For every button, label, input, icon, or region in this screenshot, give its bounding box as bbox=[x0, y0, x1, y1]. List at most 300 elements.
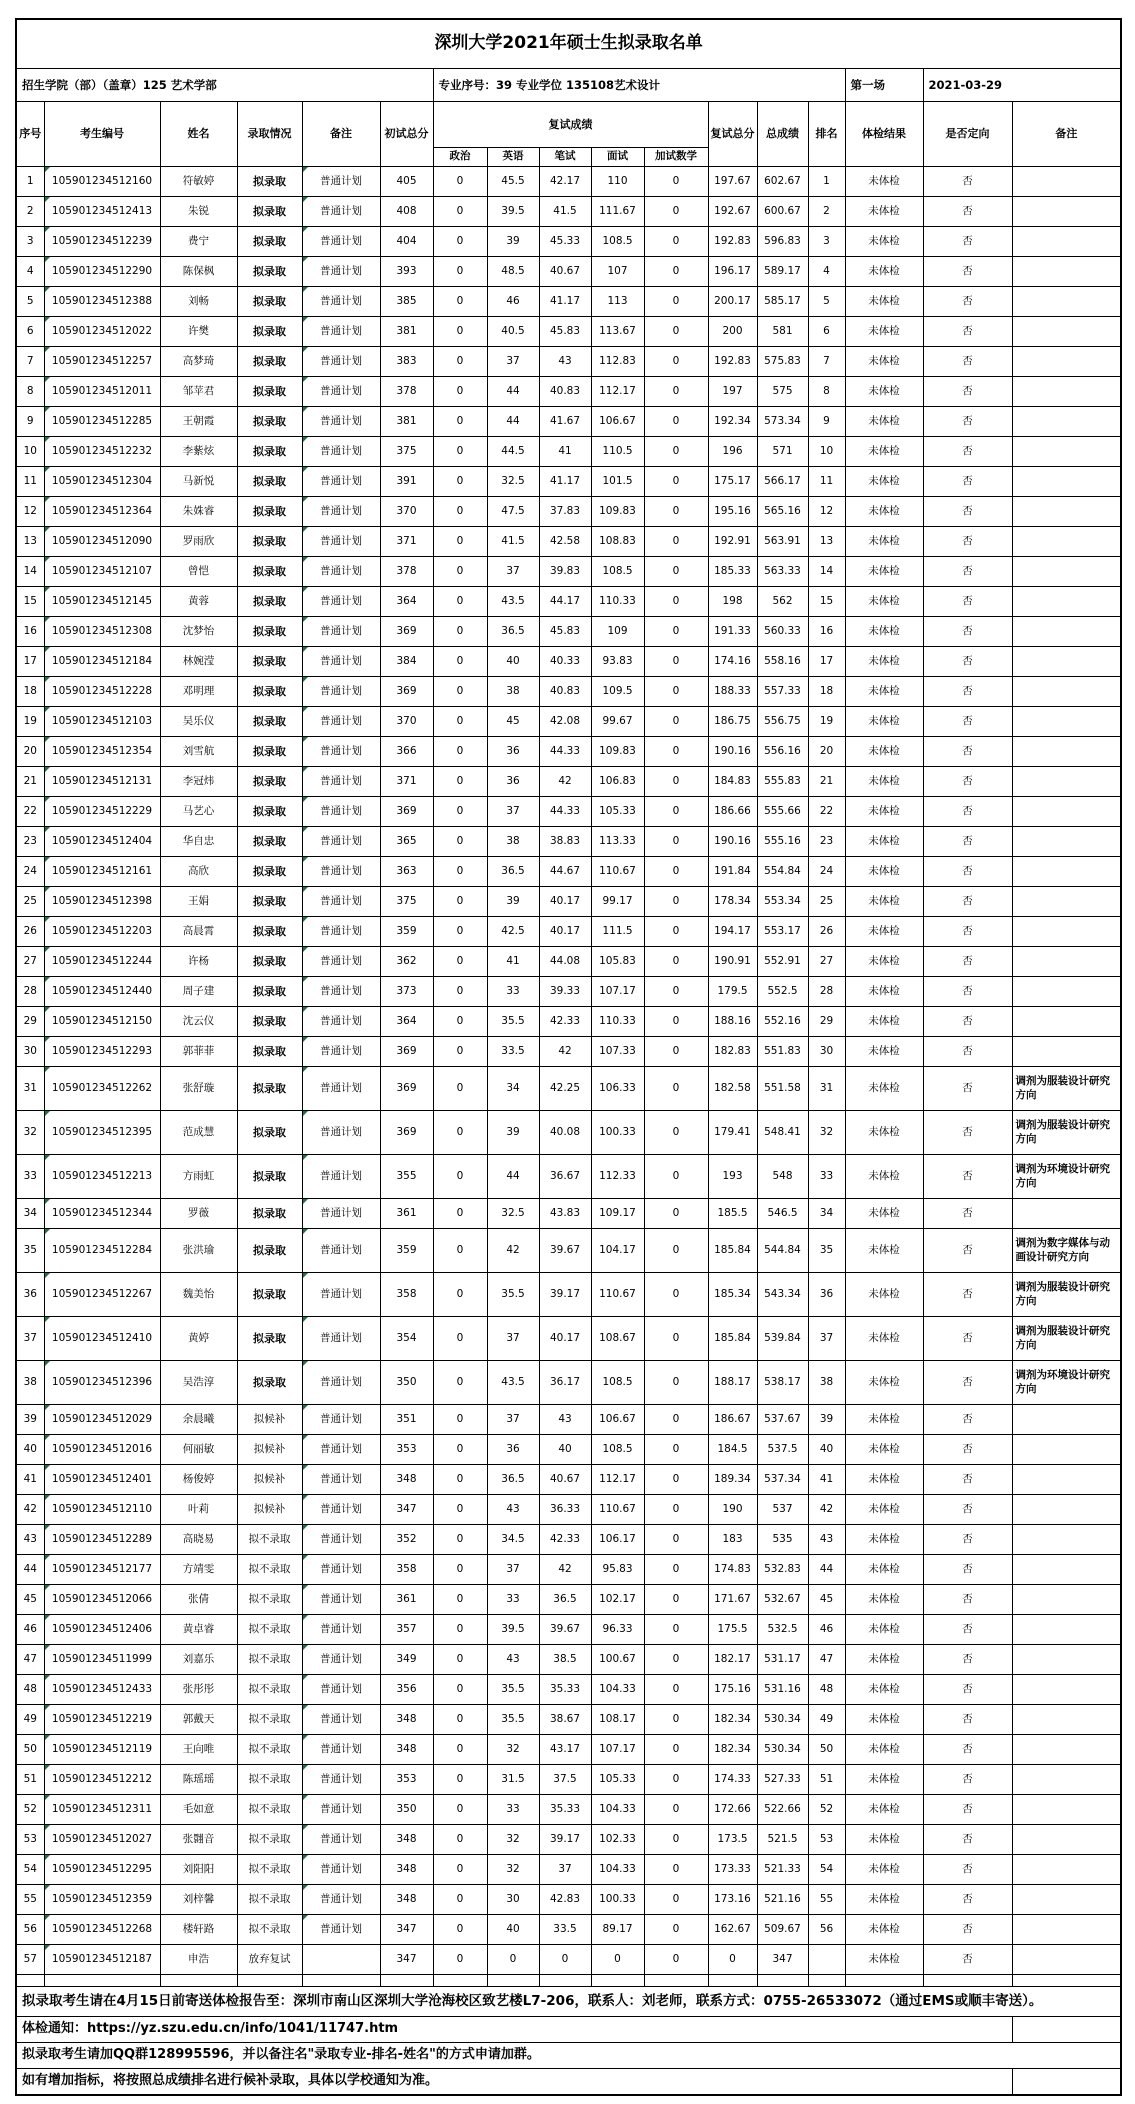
cell-written[interactable]: 42.33 bbox=[539, 1525, 591, 1555]
cell-directed[interactable]: 否 bbox=[923, 1229, 1012, 1273]
cell-candidate-id[interactable]: 105901234512150 bbox=[44, 1007, 160, 1037]
cell-retest-total[interactable]: 185.5 bbox=[708, 1199, 757, 1229]
cell-total-score[interactable]: 585.17 bbox=[757, 287, 808, 317]
cell-rank[interactable]: 51 bbox=[808, 1765, 845, 1795]
cell-plan[interactable]: 普通计划 bbox=[302, 407, 380, 437]
cell-directed[interactable]: 否 bbox=[923, 1945, 1012, 1975]
cell-rank[interactable] bbox=[808, 1945, 845, 1975]
cell-directed[interactable]: 否 bbox=[923, 1735, 1012, 1765]
cell-politics[interactable]: 0 bbox=[433, 647, 487, 677]
cell-plan[interactable]: 普通计划 bbox=[302, 647, 380, 677]
cell-status[interactable]: 拟录取 bbox=[237, 1317, 302, 1361]
cell-politics[interactable]: 0 bbox=[433, 917, 487, 947]
cell-politics[interactable]: 0 bbox=[433, 1525, 487, 1555]
cell-remark[interactable] bbox=[1012, 1465, 1121, 1495]
cell-total-score[interactable]: 527.33 bbox=[757, 1765, 808, 1795]
cell-initial-total[interactable]: 356 bbox=[380, 1675, 433, 1705]
cell-english[interactable]: 32.5 bbox=[487, 467, 539, 497]
cell-remark[interactable] bbox=[1012, 1915, 1121, 1945]
cell-total-score[interactable]: 555.66 bbox=[757, 797, 808, 827]
cell-remark[interactable] bbox=[1012, 1675, 1121, 1705]
cell-name[interactable]: 罗薇 bbox=[160, 1199, 237, 1229]
cell-politics[interactable]: 0 bbox=[433, 1273, 487, 1317]
cell-candidate-id[interactable]: 105901234512289 bbox=[44, 1525, 160, 1555]
cell-written[interactable]: 40.83 bbox=[539, 377, 591, 407]
cell-interview[interactable]: 108.83 bbox=[591, 527, 644, 557]
cell-initial-total[interactable]: 348 bbox=[380, 1735, 433, 1765]
cell-politics[interactable]: 0 bbox=[433, 1825, 487, 1855]
cell-politics[interactable]: 0 bbox=[433, 227, 487, 257]
cell-written[interactable]: 38.83 bbox=[539, 827, 591, 857]
cell-candidate-id[interactable]: 105901234512344 bbox=[44, 1199, 160, 1229]
cell-candidate-id[interactable]: 105901234512161 bbox=[44, 857, 160, 887]
cell-written[interactable]: 37.5 bbox=[539, 1765, 591, 1795]
cell-interview[interactable]: 110.67 bbox=[591, 1273, 644, 1317]
cell-no[interactable]: 8 bbox=[16, 377, 44, 407]
cell-total-score[interactable]: 531.17 bbox=[757, 1645, 808, 1675]
cell-interview[interactable]: 104.17 bbox=[591, 1229, 644, 1273]
cell-physical-result[interactable]: 未体检 bbox=[845, 947, 923, 977]
cell-extra-math[interactable]: 0 bbox=[644, 707, 708, 737]
cell-status[interactable]: 拟录取 bbox=[237, 767, 302, 797]
cell-extra-math[interactable]: 0 bbox=[644, 317, 708, 347]
cell-remark[interactable] bbox=[1012, 1007, 1121, 1037]
cell-no[interactable]: 12 bbox=[16, 497, 44, 527]
cell-physical-result[interactable]: 未体检 bbox=[845, 1525, 923, 1555]
cell-extra-math[interactable]: 0 bbox=[644, 197, 708, 227]
cell-total-score[interactable]: 560.33 bbox=[757, 617, 808, 647]
cell-interview[interactable]: 110.33 bbox=[591, 587, 644, 617]
cell-name[interactable]: 刘梓馨 bbox=[160, 1885, 237, 1915]
cell-rank[interactable]: 44 bbox=[808, 1555, 845, 1585]
cell-retest-total[interactable]: 175.16 bbox=[708, 1675, 757, 1705]
cell-plan[interactable]: 普通计划 bbox=[302, 1361, 380, 1405]
cell-candidate-id[interactable]: 105901234512103 bbox=[44, 707, 160, 737]
cell-physical-result[interactable]: 未体检 bbox=[845, 1495, 923, 1525]
cell-plan[interactable]: 普通计划 bbox=[302, 677, 380, 707]
cell-no[interactable]: 9 bbox=[16, 407, 44, 437]
cell-total-score[interactable]: 555.16 bbox=[757, 827, 808, 857]
cell-plan[interactable]: 普通计划 bbox=[302, 1229, 380, 1273]
cell-plan[interactable]: 普通计划 bbox=[302, 527, 380, 557]
cell-physical-result[interactable]: 未体检 bbox=[845, 1615, 923, 1645]
cell-candidate-id[interactable]: 105901234512364 bbox=[44, 497, 160, 527]
cell-no[interactable]: 50 bbox=[16, 1735, 44, 1765]
cell-initial-total[interactable]: 385 bbox=[380, 287, 433, 317]
cell-interview[interactable]: 108.67 bbox=[591, 1317, 644, 1361]
cell-plan[interactable]: 普通计划 bbox=[302, 497, 380, 527]
cell-initial-total[interactable]: 348 bbox=[380, 1855, 433, 1885]
cell-extra-math[interactable]: 0 bbox=[644, 737, 708, 767]
cell-written[interactable]: 43.83 bbox=[539, 1199, 591, 1229]
cell-remark[interactable] bbox=[1012, 1199, 1121, 1229]
cell-directed[interactable]: 否 bbox=[923, 1825, 1012, 1855]
cell-name[interactable]: 朱锐 bbox=[160, 197, 237, 227]
cell-initial-total[interactable]: 358 bbox=[380, 1273, 433, 1317]
cell-politics[interactable]: 0 bbox=[433, 827, 487, 857]
cell-politics[interactable]: 0 bbox=[433, 677, 487, 707]
cell-status[interactable]: 拟候补 bbox=[237, 1435, 302, 1465]
cell-interview[interactable]: 109 bbox=[591, 617, 644, 647]
cell-name[interactable]: 高晨霄 bbox=[160, 917, 237, 947]
cell-physical-result[interactable]: 未体检 bbox=[845, 197, 923, 227]
cell-retest-total[interactable]: 193 bbox=[708, 1155, 757, 1199]
cell-rank[interactable]: 37 bbox=[808, 1317, 845, 1361]
cell-name[interactable]: 沈云仪 bbox=[160, 1007, 237, 1037]
cell-candidate-id[interactable]: 105901234512388 bbox=[44, 287, 160, 317]
cell-candidate-id[interactable]: 105901234512433 bbox=[44, 1675, 160, 1705]
cell-no[interactable]: 51 bbox=[16, 1765, 44, 1795]
cell-written[interactable]: 39.67 bbox=[539, 1229, 591, 1273]
cell-status[interactable]: 拟不录取 bbox=[237, 1795, 302, 1825]
empty-cell[interactable] bbox=[433, 1975, 487, 1987]
cell-directed[interactable]: 否 bbox=[923, 617, 1012, 647]
cell-directed[interactable]: 否 bbox=[923, 1615, 1012, 1645]
cell-directed[interactable]: 否 bbox=[923, 1317, 1012, 1361]
cell-no[interactable]: 41 bbox=[16, 1465, 44, 1495]
cell-total-score[interactable]: 522.66 bbox=[757, 1795, 808, 1825]
cell-retest-total[interactable]: 174.83 bbox=[708, 1555, 757, 1585]
cell-initial-total[interactable]: 355 bbox=[380, 1155, 433, 1199]
cell-total-score[interactable]: 562 bbox=[757, 587, 808, 617]
cell-physical-result[interactable]: 未体检 bbox=[845, 977, 923, 1007]
cell-written[interactable]: 44.08 bbox=[539, 947, 591, 977]
cell-interview[interactable]: 107.17 bbox=[591, 1735, 644, 1765]
cell-retest-total[interactable]: 191.84 bbox=[708, 857, 757, 887]
cell-name[interactable]: 刘嘉乐 bbox=[160, 1645, 237, 1675]
cell-candidate-id[interactable]: 105901234512011 bbox=[44, 377, 160, 407]
cell-candidate-id[interactable]: 105901234512354 bbox=[44, 737, 160, 767]
cell-no[interactable]: 19 bbox=[16, 707, 44, 737]
cell-extra-math[interactable]: 0 bbox=[644, 1825, 708, 1855]
cell-rank[interactable]: 17 bbox=[808, 647, 845, 677]
cell-rank[interactable]: 10 bbox=[808, 437, 845, 467]
cell-name[interactable]: 杨俊婷 bbox=[160, 1465, 237, 1495]
cell-remark[interactable] bbox=[1012, 617, 1121, 647]
cell-directed[interactable]: 否 bbox=[923, 1885, 1012, 1915]
cell-physical-result[interactable]: 未体检 bbox=[845, 707, 923, 737]
cell-physical-result[interactable]: 未体检 bbox=[845, 1765, 923, 1795]
cell-physical-result[interactable]: 未体检 bbox=[845, 1229, 923, 1273]
cell-english[interactable]: 32 bbox=[487, 1735, 539, 1765]
cell-no[interactable]: 6 bbox=[16, 317, 44, 347]
cell-english[interactable]: 35.5 bbox=[487, 1273, 539, 1317]
cell-total-score[interactable]: 602.67 bbox=[757, 167, 808, 197]
cell-directed[interactable]: 否 bbox=[923, 1405, 1012, 1435]
cell-remark[interactable] bbox=[1012, 827, 1121, 857]
cell-total-score[interactable]: 556.75 bbox=[757, 707, 808, 737]
cell-english[interactable]: 43 bbox=[487, 1645, 539, 1675]
cell-directed[interactable]: 否 bbox=[923, 1273, 1012, 1317]
cell-initial-total[interactable]: 378 bbox=[380, 377, 433, 407]
cell-status[interactable]: 拟录取 bbox=[237, 557, 302, 587]
cell-politics[interactable]: 0 bbox=[433, 767, 487, 797]
cell-total-score[interactable]: 537 bbox=[757, 1495, 808, 1525]
cell-politics[interactable]: 0 bbox=[433, 1361, 487, 1405]
cell-retest-total[interactable]: 188.17 bbox=[708, 1361, 757, 1405]
cell-extra-math[interactable]: 0 bbox=[644, 167, 708, 197]
cell-directed[interactable]: 否 bbox=[923, 797, 1012, 827]
cell-initial-total[interactable]: 366 bbox=[380, 737, 433, 767]
cell-status[interactable]: 拟不录取 bbox=[237, 1705, 302, 1735]
cell-name[interactable]: 许樊 bbox=[160, 317, 237, 347]
cell-total-score[interactable]: 553.34 bbox=[757, 887, 808, 917]
empty-cell[interactable] bbox=[808, 1975, 845, 1987]
cell-interview[interactable]: 110.67 bbox=[591, 857, 644, 887]
cell-politics[interactable]: 0 bbox=[433, 527, 487, 557]
cell-no[interactable]: 24 bbox=[16, 857, 44, 887]
cell-name[interactable]: 符敏婷 bbox=[160, 167, 237, 197]
cell-written[interactable]: 42.25 bbox=[539, 1067, 591, 1111]
cell-politics[interactable]: 0 bbox=[433, 707, 487, 737]
cell-interview[interactable]: 95.83 bbox=[591, 1555, 644, 1585]
cell-extra-math[interactable]: 0 bbox=[644, 347, 708, 377]
cell-extra-math[interactable]: 0 bbox=[644, 617, 708, 647]
cell-name[interactable]: 高欣 bbox=[160, 857, 237, 887]
cell-english[interactable]: 32 bbox=[487, 1855, 539, 1885]
cell-initial-total[interactable]: 370 bbox=[380, 497, 433, 527]
cell-written[interactable]: 41.67 bbox=[539, 407, 591, 437]
cell-physical-result[interactable]: 未体检 bbox=[845, 587, 923, 617]
cell-remark[interactable] bbox=[1012, 1525, 1121, 1555]
cell-remark[interactable] bbox=[1012, 1765, 1121, 1795]
cell-politics[interactable]: 0 bbox=[433, 197, 487, 227]
cell-plan[interactable]: 普通计划 bbox=[302, 617, 380, 647]
cell-rank[interactable]: 54 bbox=[808, 1855, 845, 1885]
cell-total-score[interactable]: 548.41 bbox=[757, 1111, 808, 1155]
cell-initial-total[interactable]: 371 bbox=[380, 527, 433, 557]
cell-name[interactable]: 张舒璇 bbox=[160, 1067, 237, 1111]
cell-directed[interactable]: 否 bbox=[923, 647, 1012, 677]
cell-extra-math[interactable]: 0 bbox=[644, 1465, 708, 1495]
cell-no[interactable]: 22 bbox=[16, 797, 44, 827]
cell-politics[interactable]: 0 bbox=[433, 1765, 487, 1795]
cell-written[interactable]: 45.33 bbox=[539, 227, 591, 257]
cell-remark[interactable]: 调剂为服装设计研究方向 bbox=[1012, 1273, 1121, 1317]
cell-physical-result[interactable]: 未体检 bbox=[845, 497, 923, 527]
cell-physical-result[interactable]: 未体检 bbox=[845, 377, 923, 407]
cell-directed[interactable]: 否 bbox=[923, 767, 1012, 797]
cell-written[interactable]: 42 bbox=[539, 1555, 591, 1585]
cell-written[interactable]: 41.5 bbox=[539, 197, 591, 227]
cell-physical-result[interactable]: 未体检 bbox=[845, 167, 923, 197]
cell-name[interactable]: 高晓易 bbox=[160, 1525, 237, 1555]
cell-retest-total[interactable]: 200.17 bbox=[708, 287, 757, 317]
cell-retest-total[interactable]: 185.84 bbox=[708, 1229, 757, 1273]
cell-retest-total[interactable]: 191.33 bbox=[708, 617, 757, 647]
cell-written[interactable]: 38.5 bbox=[539, 1645, 591, 1675]
cell-no[interactable]: 32 bbox=[16, 1111, 44, 1155]
cell-total-score[interactable]: 531.16 bbox=[757, 1675, 808, 1705]
cell-english[interactable]: 40 bbox=[487, 1915, 539, 1945]
cell-name[interactable]: 张倩 bbox=[160, 1585, 237, 1615]
cell-extra-math[interactable]: 0 bbox=[644, 1585, 708, 1615]
cell-candidate-id[interactable]: 105901234512016 bbox=[44, 1435, 160, 1465]
cell-retest-total[interactable]: 174.33 bbox=[708, 1765, 757, 1795]
cell-total-score[interactable]: 548 bbox=[757, 1155, 808, 1199]
cell-no[interactable]: 42 bbox=[16, 1495, 44, 1525]
cell-status[interactable]: 拟录取 bbox=[237, 977, 302, 1007]
cell-retest-total[interactable]: 185.33 bbox=[708, 557, 757, 587]
cell-total-score[interactable]: 565.16 bbox=[757, 497, 808, 527]
cell-plan[interactable]: 普通计划 bbox=[302, 797, 380, 827]
cell-physical-result[interactable]: 未体检 bbox=[845, 1645, 923, 1675]
cell-plan[interactable]: 普通计划 bbox=[302, 707, 380, 737]
cell-initial-total[interactable]: 350 bbox=[380, 1361, 433, 1405]
cell-written[interactable]: 43 bbox=[539, 1405, 591, 1435]
cell-remark[interactable]: 调剂为环境设计研究方向 bbox=[1012, 1361, 1121, 1405]
cell-interview[interactable]: 110.5 bbox=[591, 437, 644, 467]
empty-cell[interactable] bbox=[237, 1975, 302, 1987]
cell-directed[interactable]: 否 bbox=[923, 527, 1012, 557]
cell-remark[interactable] bbox=[1012, 1645, 1121, 1675]
cell-initial-total[interactable]: 381 bbox=[380, 317, 433, 347]
cell-directed[interactable]: 否 bbox=[923, 1361, 1012, 1405]
cell-interview[interactable]: 107.33 bbox=[591, 1037, 644, 1067]
cell-directed[interactable]: 否 bbox=[923, 227, 1012, 257]
cell-directed[interactable]: 否 bbox=[923, 1765, 1012, 1795]
cell-rank[interactable]: 33 bbox=[808, 1155, 845, 1199]
cell-interview[interactable]: 100.33 bbox=[591, 1885, 644, 1915]
cell-written[interactable]: 39.17 bbox=[539, 1825, 591, 1855]
cell-retest-total[interactable]: 182.83 bbox=[708, 1037, 757, 1067]
cell-remark[interactable] bbox=[1012, 797, 1121, 827]
cell-no[interactable]: 34 bbox=[16, 1199, 44, 1229]
cell-physical-result[interactable]: 未体检 bbox=[845, 1885, 923, 1915]
cell-physical-result[interactable]: 未体检 bbox=[845, 1435, 923, 1465]
cell-candidate-id[interactable]: 105901234512244 bbox=[44, 947, 160, 977]
cell-physical-result[interactable]: 未体检 bbox=[845, 1825, 923, 1855]
cell-extra-math[interactable]: 0 bbox=[644, 227, 708, 257]
cell-initial-total[interactable]: 391 bbox=[380, 467, 433, 497]
cell-written[interactable]: 36.17 bbox=[539, 1361, 591, 1405]
cell-retest-total[interactable]: 185.84 bbox=[708, 1317, 757, 1361]
cell-politics[interactable]: 0 bbox=[433, 1037, 487, 1067]
cell-name[interactable]: 李紫炫 bbox=[160, 437, 237, 467]
cell-extra-math[interactable]: 0 bbox=[644, 767, 708, 797]
cell-physical-result[interactable]: 未体检 bbox=[845, 1465, 923, 1495]
cell-candidate-id[interactable]: 105901234512413 bbox=[44, 197, 160, 227]
cell-directed[interactable]: 否 bbox=[923, 1199, 1012, 1229]
cell-english[interactable]: 37 bbox=[487, 1317, 539, 1361]
cell-no[interactable]: 40 bbox=[16, 1435, 44, 1465]
cell-politics[interactable]: 0 bbox=[433, 317, 487, 347]
cell-initial-total[interactable]: 347 bbox=[380, 1945, 433, 1975]
cell-extra-math[interactable]: 0 bbox=[644, 1645, 708, 1675]
cell-extra-math[interactable]: 0 bbox=[644, 677, 708, 707]
cell-written[interactable]: 41.17 bbox=[539, 467, 591, 497]
cell-english[interactable]: 33 bbox=[487, 1585, 539, 1615]
cell-plan[interactable]: 普通计划 bbox=[302, 557, 380, 587]
cell-politics[interactable]: 0 bbox=[433, 1915, 487, 1945]
cell-candidate-id[interactable]: 105901234512396 bbox=[44, 1361, 160, 1405]
cell-english[interactable]: 31.5 bbox=[487, 1765, 539, 1795]
cell-candidate-id[interactable]: 105901234512066 bbox=[44, 1585, 160, 1615]
cell-total-score[interactable]: 544.84 bbox=[757, 1229, 808, 1273]
cell-remark[interactable] bbox=[1012, 1735, 1121, 1765]
cell-directed[interactable]: 否 bbox=[923, 1007, 1012, 1037]
cell-directed[interactable]: 否 bbox=[923, 1705, 1012, 1735]
cell-interview[interactable]: 111.5 bbox=[591, 917, 644, 947]
cell-candidate-id[interactable]: 105901234512228 bbox=[44, 677, 160, 707]
cell-retest-total[interactable]: 173.5 bbox=[708, 1825, 757, 1855]
cell-physical-result[interactable]: 未体检 bbox=[845, 1317, 923, 1361]
cell-total-score[interactable]: 509.67 bbox=[757, 1915, 808, 1945]
cell-rank[interactable]: 42 bbox=[808, 1495, 845, 1525]
cell-no[interactable]: 10 bbox=[16, 437, 44, 467]
cell-remark[interactable] bbox=[1012, 947, 1121, 977]
cell-rank[interactable]: 23 bbox=[808, 827, 845, 857]
cell-english[interactable]: 0 bbox=[487, 1945, 539, 1975]
cell-english[interactable]: 37 bbox=[487, 1555, 539, 1585]
cell-interview[interactable]: 112.17 bbox=[591, 1465, 644, 1495]
cell-no[interactable]: 15 bbox=[16, 587, 44, 617]
cell-no[interactable]: 16 bbox=[16, 617, 44, 647]
cell-remark[interactable] bbox=[1012, 677, 1121, 707]
cell-extra-math[interactable]: 0 bbox=[644, 1765, 708, 1795]
cell-written[interactable]: 36.67 bbox=[539, 1155, 591, 1199]
cell-retest-total[interactable]: 182.17 bbox=[708, 1645, 757, 1675]
cell-retest-total[interactable]: 200 bbox=[708, 317, 757, 347]
cell-total-score[interactable]: 552.5 bbox=[757, 977, 808, 1007]
cell-name[interactable]: 马艺心 bbox=[160, 797, 237, 827]
cell-written[interactable]: 44.67 bbox=[539, 857, 591, 887]
cell-plan[interactable]: 普通计划 bbox=[302, 1555, 380, 1585]
cell-interview[interactable]: 112.17 bbox=[591, 377, 644, 407]
cell-remark[interactable] bbox=[1012, 587, 1121, 617]
empty-cell[interactable] bbox=[644, 1975, 708, 1987]
cell-initial-total[interactable]: 352 bbox=[380, 1525, 433, 1555]
cell-total-score[interactable]: 566.17 bbox=[757, 467, 808, 497]
cell-status[interactable]: 拟录取 bbox=[237, 857, 302, 887]
cell-interview[interactable]: 108.17 bbox=[591, 1705, 644, 1735]
cell-plan[interactable]: 普通计划 bbox=[302, 347, 380, 377]
cell-remark[interactable] bbox=[1012, 167, 1121, 197]
cell-rank[interactable]: 15 bbox=[808, 587, 845, 617]
cell-status[interactable]: 拟候补 bbox=[237, 1405, 302, 1435]
cell-retest-total[interactable]: 192.83 bbox=[708, 347, 757, 377]
cell-extra-math[interactable]: 0 bbox=[644, 857, 708, 887]
cell-extra-math[interactable]: 0 bbox=[644, 1199, 708, 1229]
cell-no[interactable]: 31 bbox=[16, 1067, 44, 1111]
cell-name[interactable]: 毛如意 bbox=[160, 1795, 237, 1825]
cell-candidate-id[interactable]: 105901234512184 bbox=[44, 647, 160, 677]
cell-directed[interactable]: 否 bbox=[923, 377, 1012, 407]
cell-remark[interactable]: 调剂为服装设计研究方向 bbox=[1012, 1067, 1121, 1111]
cell-english[interactable]: 36.5 bbox=[487, 1465, 539, 1495]
cell-written[interactable]: 38.67 bbox=[539, 1705, 591, 1735]
cell-written[interactable]: 42.33 bbox=[539, 1007, 591, 1037]
cell-interview[interactable]: 112.33 bbox=[591, 1155, 644, 1199]
cell-no[interactable]: 49 bbox=[16, 1705, 44, 1735]
cell-status[interactable]: 拟不录取 bbox=[237, 1615, 302, 1645]
cell-candidate-id[interactable]: 105901234512187 bbox=[44, 1945, 160, 1975]
cell-english[interactable]: 43.5 bbox=[487, 1361, 539, 1405]
cell-no[interactable]: 20 bbox=[16, 737, 44, 767]
cell-plan[interactable]: 普通计划 bbox=[302, 1615, 380, 1645]
cell-status[interactable]: 拟录取 bbox=[237, 1037, 302, 1067]
cell-retest-total[interactable]: 182.34 bbox=[708, 1705, 757, 1735]
cell-candidate-id[interactable]: 105901234512311 bbox=[44, 1795, 160, 1825]
cell-directed[interactable]: 否 bbox=[923, 857, 1012, 887]
cell-total-score[interactable]: 596.83 bbox=[757, 227, 808, 257]
cell-politics[interactable]: 0 bbox=[433, 287, 487, 317]
cell-remark[interactable] bbox=[1012, 1037, 1121, 1067]
cell-plan[interactable]: 普通计划 bbox=[302, 1273, 380, 1317]
cell-directed[interactable]: 否 bbox=[923, 947, 1012, 977]
cell-total-score[interactable]: 552.16 bbox=[757, 1007, 808, 1037]
cell-name[interactable]: 罗雨欣 bbox=[160, 527, 237, 557]
